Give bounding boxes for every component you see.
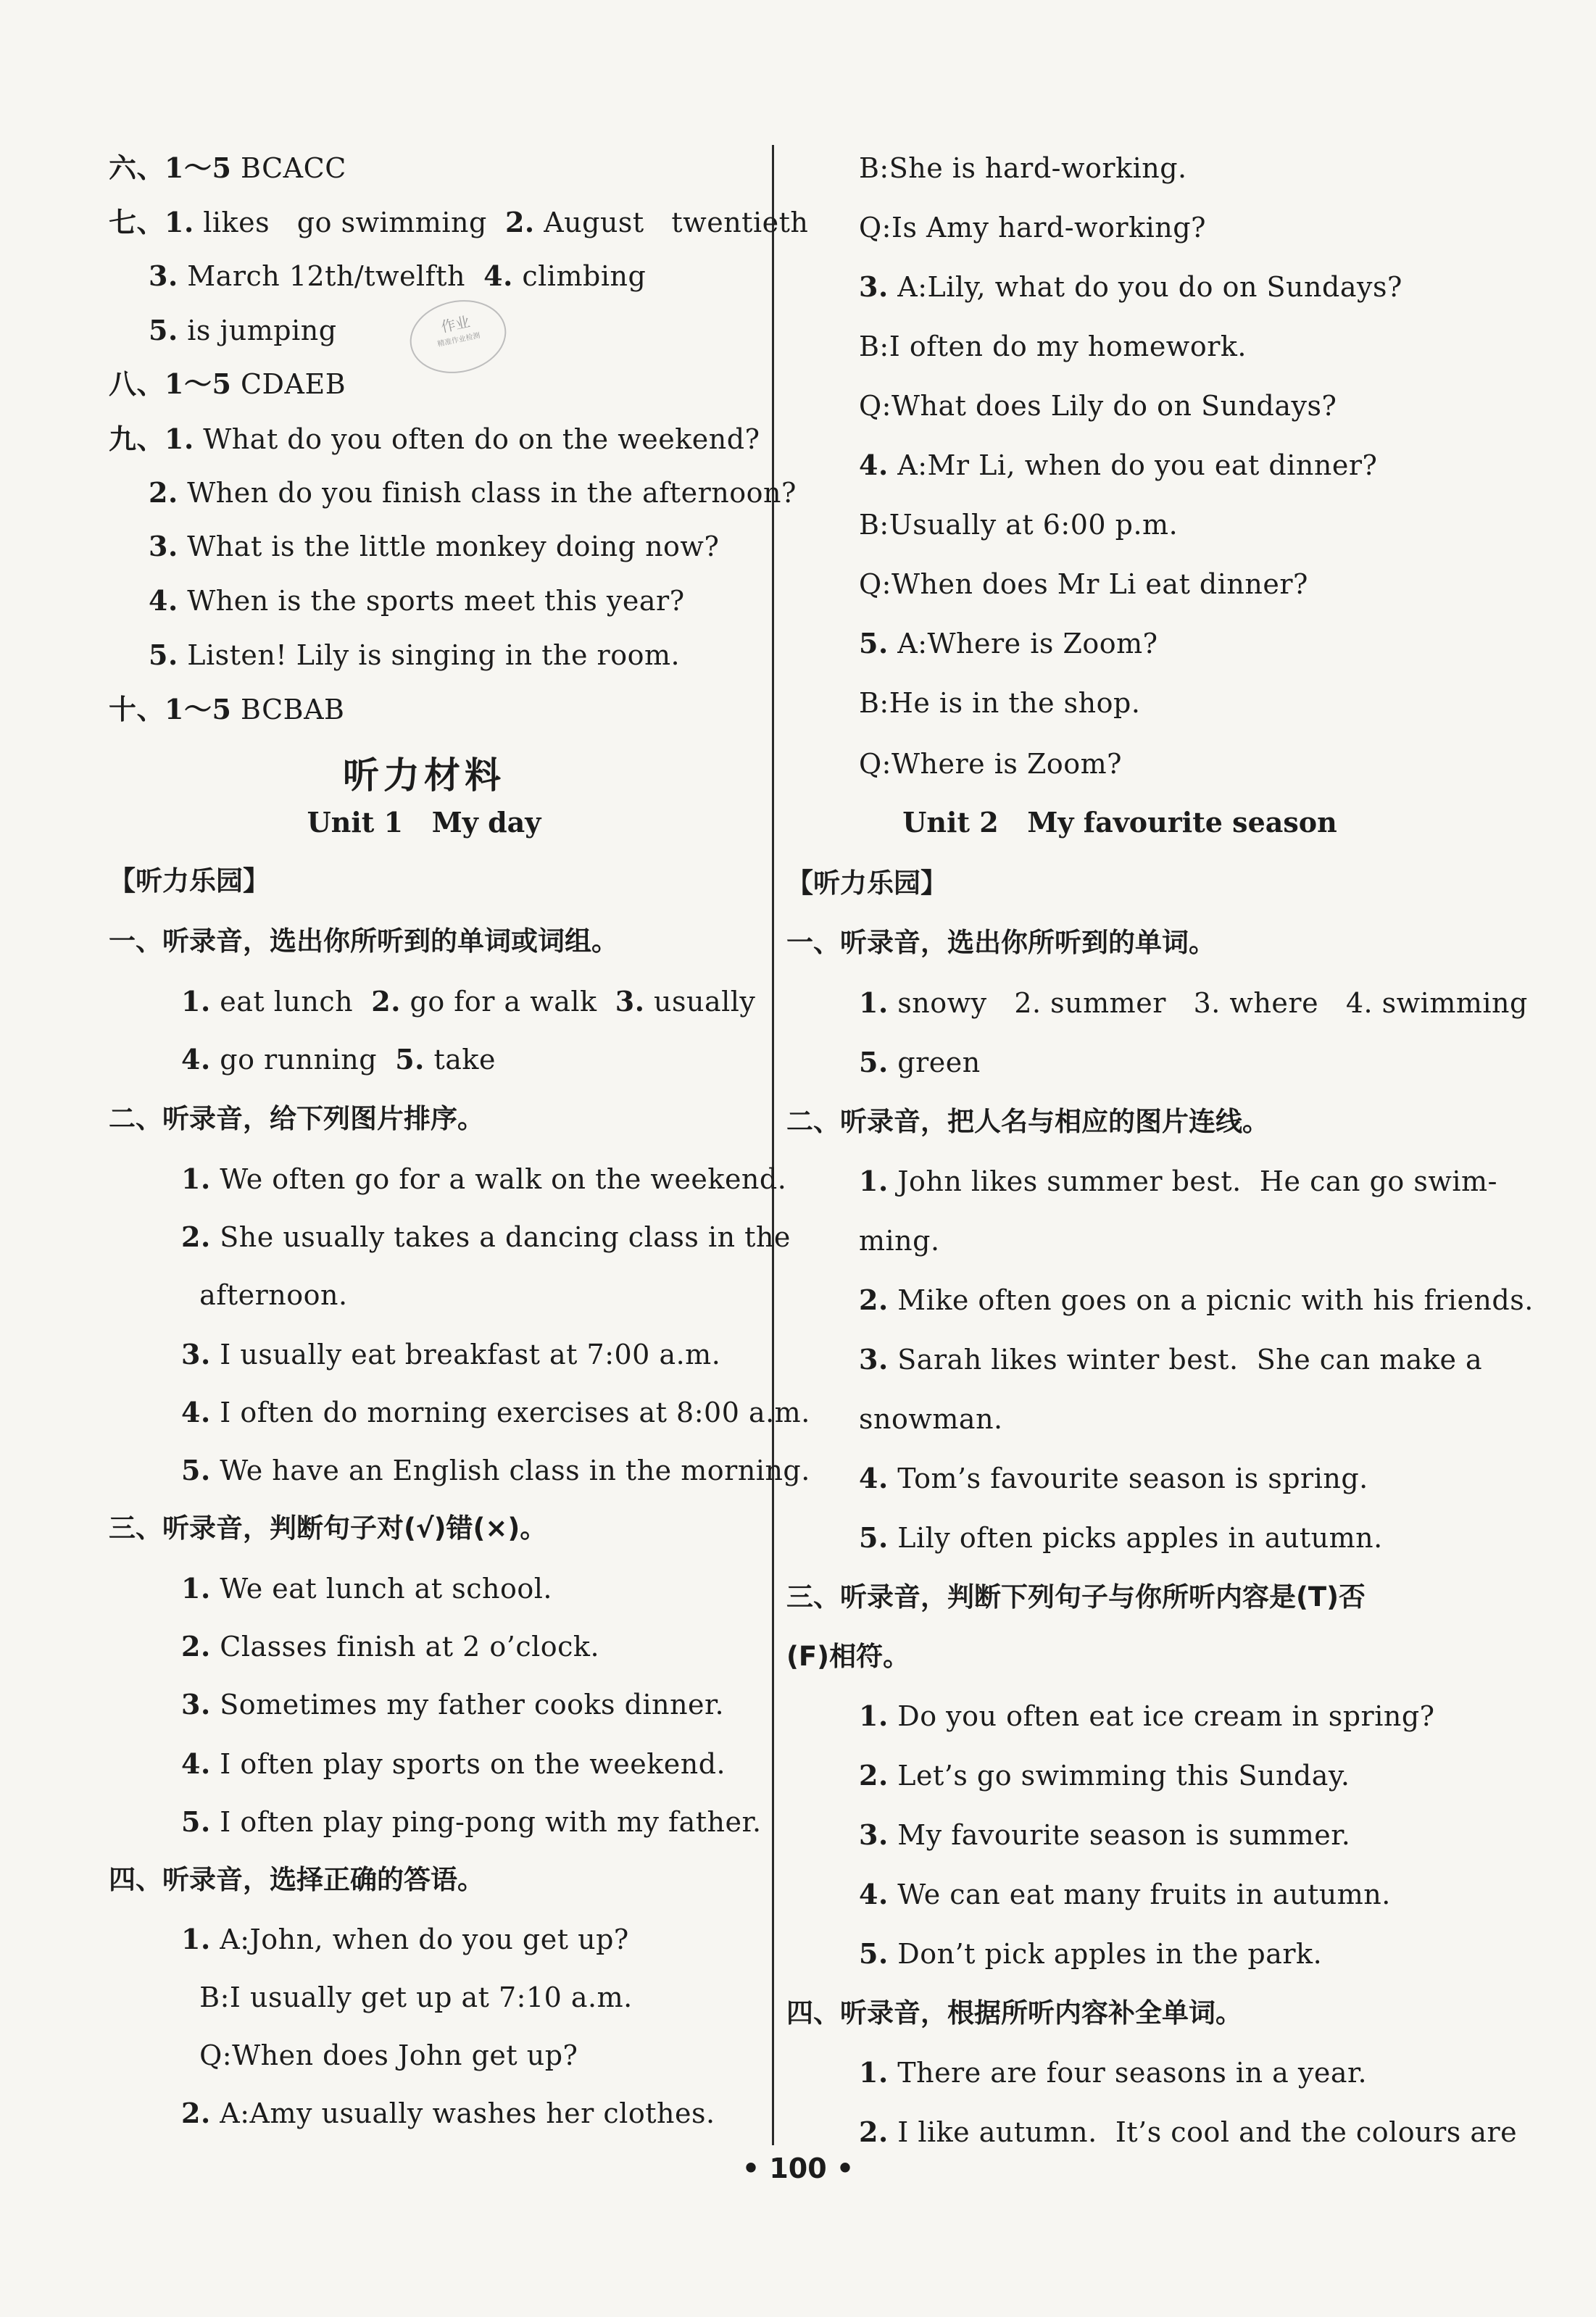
item-number: 2. (859, 2116, 889, 2148)
section-heading: 【听力乐园】 (786, 868, 947, 899)
item-text: A:Lily, what do you do on Sundays? (888, 271, 1402, 303)
section-heading: 四、听录音，根据所听内容补全单词。 (786, 1997, 1242, 2029)
column-divider (772, 145, 774, 2145)
item-number: 3. (859, 1343, 889, 1376)
section-heading: 二、听录音，把人名与相应的图片连线。 (786, 1106, 1269, 1137)
item-text: snowy 2. summer 3. where 4. swimming (888, 987, 1528, 1019)
left-line (109, 422, 760, 457)
item-text: We can eat many fruits in autumn. (888, 1879, 1391, 1910)
item-text: She usually takes a dancing class in the (210, 1221, 791, 1253)
left-line (109, 1747, 726, 1781)
left-line (109, 529, 719, 564)
item-number: 1. (181, 1923, 211, 1955)
item-number: 4. (181, 1043, 211, 1076)
item-number: 2. (859, 1759, 889, 1792)
item-text: I often do morning exercises at 8:00 a.m. (210, 1397, 810, 1428)
right-line (786, 448, 1377, 483)
section-heading: 三、听录音，判断下列句子与你所听内容是(T)否 (786, 1581, 1366, 1613)
left-line (109, 1042, 496, 1077)
item-number: 1. (181, 1572, 211, 1605)
item-text: go running (210, 1044, 396, 1076)
item-text: usually (644, 986, 756, 1018)
item-number: 4. (859, 1878, 889, 1910)
section-heading: 【听力乐园】 (109, 865, 270, 897)
item-text: Q:When does John get up? (181, 2039, 578, 2071)
item-number: 5. (181, 1454, 211, 1486)
left-line (109, 638, 680, 673)
left-line (109, 2038, 578, 2073)
item-text: A:Mr Li, when do you eat dinner? (888, 449, 1378, 481)
item-number: 4. (483, 259, 513, 292)
item-number: 5. (859, 1521, 889, 1554)
left-line (109, 1629, 599, 1664)
item-text: I often play ping-pong with my father. (210, 1806, 762, 1838)
item-text: BCACC (231, 152, 346, 184)
right-line (786, 1402, 1003, 1436)
item-text: BCBAB (231, 694, 345, 725)
item-number: 5. (181, 1805, 211, 1838)
item-number: 5. (859, 1046, 889, 1078)
item-text: John likes summer best. He can go swim- (888, 1165, 1497, 1197)
item-number: 5. (859, 1937, 889, 1970)
item-text: We often go for a walk on the weekend. (210, 1163, 787, 1195)
right-line (786, 270, 1402, 304)
item-number: 2. (181, 1630, 211, 1663)
item-number: 六、1～5 (109, 151, 232, 184)
item-number: 4. (181, 1747, 211, 1780)
item-text: When is the sports meet this year? (178, 585, 685, 617)
item-text: Sometimes my father cooks dinner. (210, 1689, 725, 1721)
item-number: 3. (181, 1688, 211, 1721)
section-heading: 一、听录音，选出你所听到的单词。 (786, 927, 1215, 958)
right-line (786, 1521, 1383, 1555)
item-text: CDAEB (231, 368, 346, 400)
item-text: Q:Where is Zoom? (859, 748, 1123, 780)
item-text: Let’s go swimming this Sunday. (888, 1760, 1350, 1792)
item-number: 2. (859, 1284, 889, 1316)
item-text: B:I usually get up at 7:10 a.m. (181, 1981, 633, 2013)
left-line (109, 583, 685, 618)
page-number: • 100 • (741, 2152, 855, 2184)
unit-title: Unit 2 My favourite season (902, 806, 1337, 839)
item-number: 5. (395, 1043, 425, 1076)
item-number: 1. (859, 1165, 889, 1197)
item-text: afternoon. (181, 1279, 348, 1311)
item-number: 3. (149, 259, 178, 292)
item-text: go for a walk (400, 986, 615, 1018)
right-line (786, 986, 1528, 1020)
unit-title: Unit 1 My day (307, 806, 541, 839)
left-line (109, 1922, 629, 1957)
item-number: 2. (504, 206, 535, 238)
item-number: 4. (149, 584, 178, 617)
item-text: green (888, 1047, 981, 1078)
right-line (786, 1461, 1368, 1496)
item-text: take (424, 1044, 496, 1076)
item-text: B:I often do my homework. (859, 330, 1247, 362)
item-number: 2. (371, 985, 401, 1018)
right-line (786, 1877, 1391, 1912)
item-number: 九、1. (109, 423, 194, 455)
item-number: 4. (859, 1462, 889, 1494)
section-heading: 二、听录音，给下列图片排序。 (109, 1103, 484, 1134)
item-text: Classes finish at 2 o’clock. (210, 1631, 600, 1663)
right-line (786, 1937, 1322, 1971)
item-text: I like autumn. It’s cool and the colours are (888, 2116, 1518, 2148)
item-text: We eat lunch at school. (210, 1573, 552, 1605)
item-text: Sarah likes winter best. She can make a (888, 1344, 1483, 1376)
left-line (109, 1337, 720, 1372)
left-line (109, 1278, 348, 1313)
left-line (109, 1220, 791, 1255)
right-line (786, 1283, 1534, 1318)
item-number: 1. (181, 1162, 211, 1195)
item-number: 5. (149, 638, 178, 671)
item-number: 3. (181, 1338, 211, 1370)
left-line (109, 1162, 786, 1197)
right-line (786, 210, 1206, 245)
section-heading: 四、听录音，选择正确的答语。 (109, 1864, 484, 1895)
right-line (786, 1045, 981, 1080)
item-text: A:Amy usually washes her clothes. (210, 2097, 715, 2129)
right-line (786, 1164, 1497, 1199)
item-text: March 12th/twelfth (178, 260, 484, 292)
item-number: 1. (859, 2056, 889, 2089)
item-text: snowman. (859, 1403, 1003, 1435)
item-text: B:He is in the shop. (859, 687, 1141, 719)
left-line (109, 1571, 552, 1606)
item-number: 2. (149, 476, 178, 509)
watermark-stamp (403, 291, 513, 382)
left-line (109, 1980, 633, 2015)
item-number: 5. (149, 314, 178, 346)
listening-material-title: 听力材料 (343, 754, 505, 796)
right-line (786, 626, 1158, 661)
right-line (786, 567, 1308, 602)
item-number: 1. (859, 986, 889, 1019)
right-line (786, 1223, 940, 1258)
right-line (786, 1818, 1350, 1852)
item-number: 3. (615, 985, 645, 1018)
right-line (786, 329, 1247, 364)
item-text: Listen! Lily is singing in the room. (178, 639, 681, 671)
right-line (786, 1699, 1435, 1734)
item-text: I often play sports on the weekend. (210, 1748, 726, 1780)
right-line (786, 507, 1178, 542)
item-number: 2. (181, 1220, 211, 1253)
item-number: 4. (859, 449, 889, 481)
left-line (109, 1687, 724, 1722)
right-line (786, 2115, 1517, 2150)
item-text: I usually eat breakfast at 7:00 a.m. (210, 1339, 721, 1370)
item-number: 八、1～5 (109, 367, 232, 400)
item-text: climbing (512, 260, 647, 292)
left-line (109, 313, 337, 348)
left-line (109, 475, 797, 510)
right-line (786, 1758, 1350, 1793)
item-number: 5. (859, 627, 889, 660)
item-text: ming. (859, 1225, 940, 1257)
right-line (786, 1342, 1482, 1377)
section-heading: (F)相符。 (786, 1641, 910, 1672)
item-number: 3. (859, 1818, 889, 1851)
item-text: is jumping (178, 315, 337, 346)
item-text: Q:Is Amy hard-working? (859, 212, 1206, 244)
item-number: 3. (149, 530, 178, 562)
item-text: Tom’s favourite season is spring. (888, 1463, 1368, 1494)
item-number: 1. (181, 985, 211, 1018)
left-line (109, 1805, 762, 1839)
left-line (109, 205, 808, 240)
item-text: What is the little monkey doing now? (178, 531, 720, 562)
left-line (109, 984, 755, 1019)
left-line (109, 1395, 810, 1430)
right-line (786, 746, 1122, 781)
item-text: When do you finish class in the afternoon? (178, 477, 797, 509)
item-text: A:Where is Zoom? (888, 628, 1158, 660)
right-line (786, 388, 1337, 423)
item-text: There are four seasons in a year. (888, 2057, 1368, 2089)
item-text: My favourite season is summer. (888, 1819, 1351, 1851)
item-number: 3. (859, 270, 889, 303)
item-text: Lily often picks apples in autumn. (888, 1522, 1383, 1554)
item-text: likes go swimming (194, 207, 505, 238)
left-line (109, 151, 346, 186)
section-heading: 一、听录音，选出你所听到的单词或词组。 (109, 925, 618, 957)
right-line (786, 2055, 1367, 2090)
item-text: eat lunch (210, 986, 372, 1018)
item-text: What do you often do on the weekend? (194, 423, 760, 455)
item-number: 4. (181, 1396, 211, 1428)
right-line (786, 151, 1187, 186)
left-line (109, 259, 646, 294)
item-text: B:Usually at 6:00 p.m. (859, 509, 1179, 541)
item-text: Don’t pick apples in the park. (888, 1938, 1323, 1970)
item-text: We have an English class in the morning. (210, 1455, 810, 1486)
item-text: August twentieth (534, 207, 809, 238)
left-line (109, 1453, 810, 1488)
item-text: Mike often goes on a picnic with his friends. (888, 1284, 1534, 1316)
right-line (786, 686, 1140, 720)
left-line (109, 2096, 715, 2131)
left-line (109, 692, 344, 727)
item-text: B:She is hard-working. (859, 152, 1187, 184)
item-text: Do you often eat ice cream in spring? (888, 1700, 1435, 1732)
item-number: 1. (859, 1700, 889, 1732)
stamp-big: 作业 (439, 312, 472, 336)
stamp-small: 精准作业检测 (436, 331, 481, 349)
item-number: 七、1. (109, 206, 194, 238)
item-text: Q:What does Lily do on Sundays? (859, 390, 1337, 422)
item-text: A:John, when do you get up? (210, 1923, 629, 1955)
item-number: 2. (181, 2097, 211, 2129)
left-line (109, 367, 346, 402)
item-number: 十、1～5 (109, 693, 232, 725)
section-heading: 三、听录音，判断句子对(√)错(×)。 (109, 1513, 547, 1544)
item-text: Q:When does Mr Li eat dinner? (859, 568, 1308, 600)
